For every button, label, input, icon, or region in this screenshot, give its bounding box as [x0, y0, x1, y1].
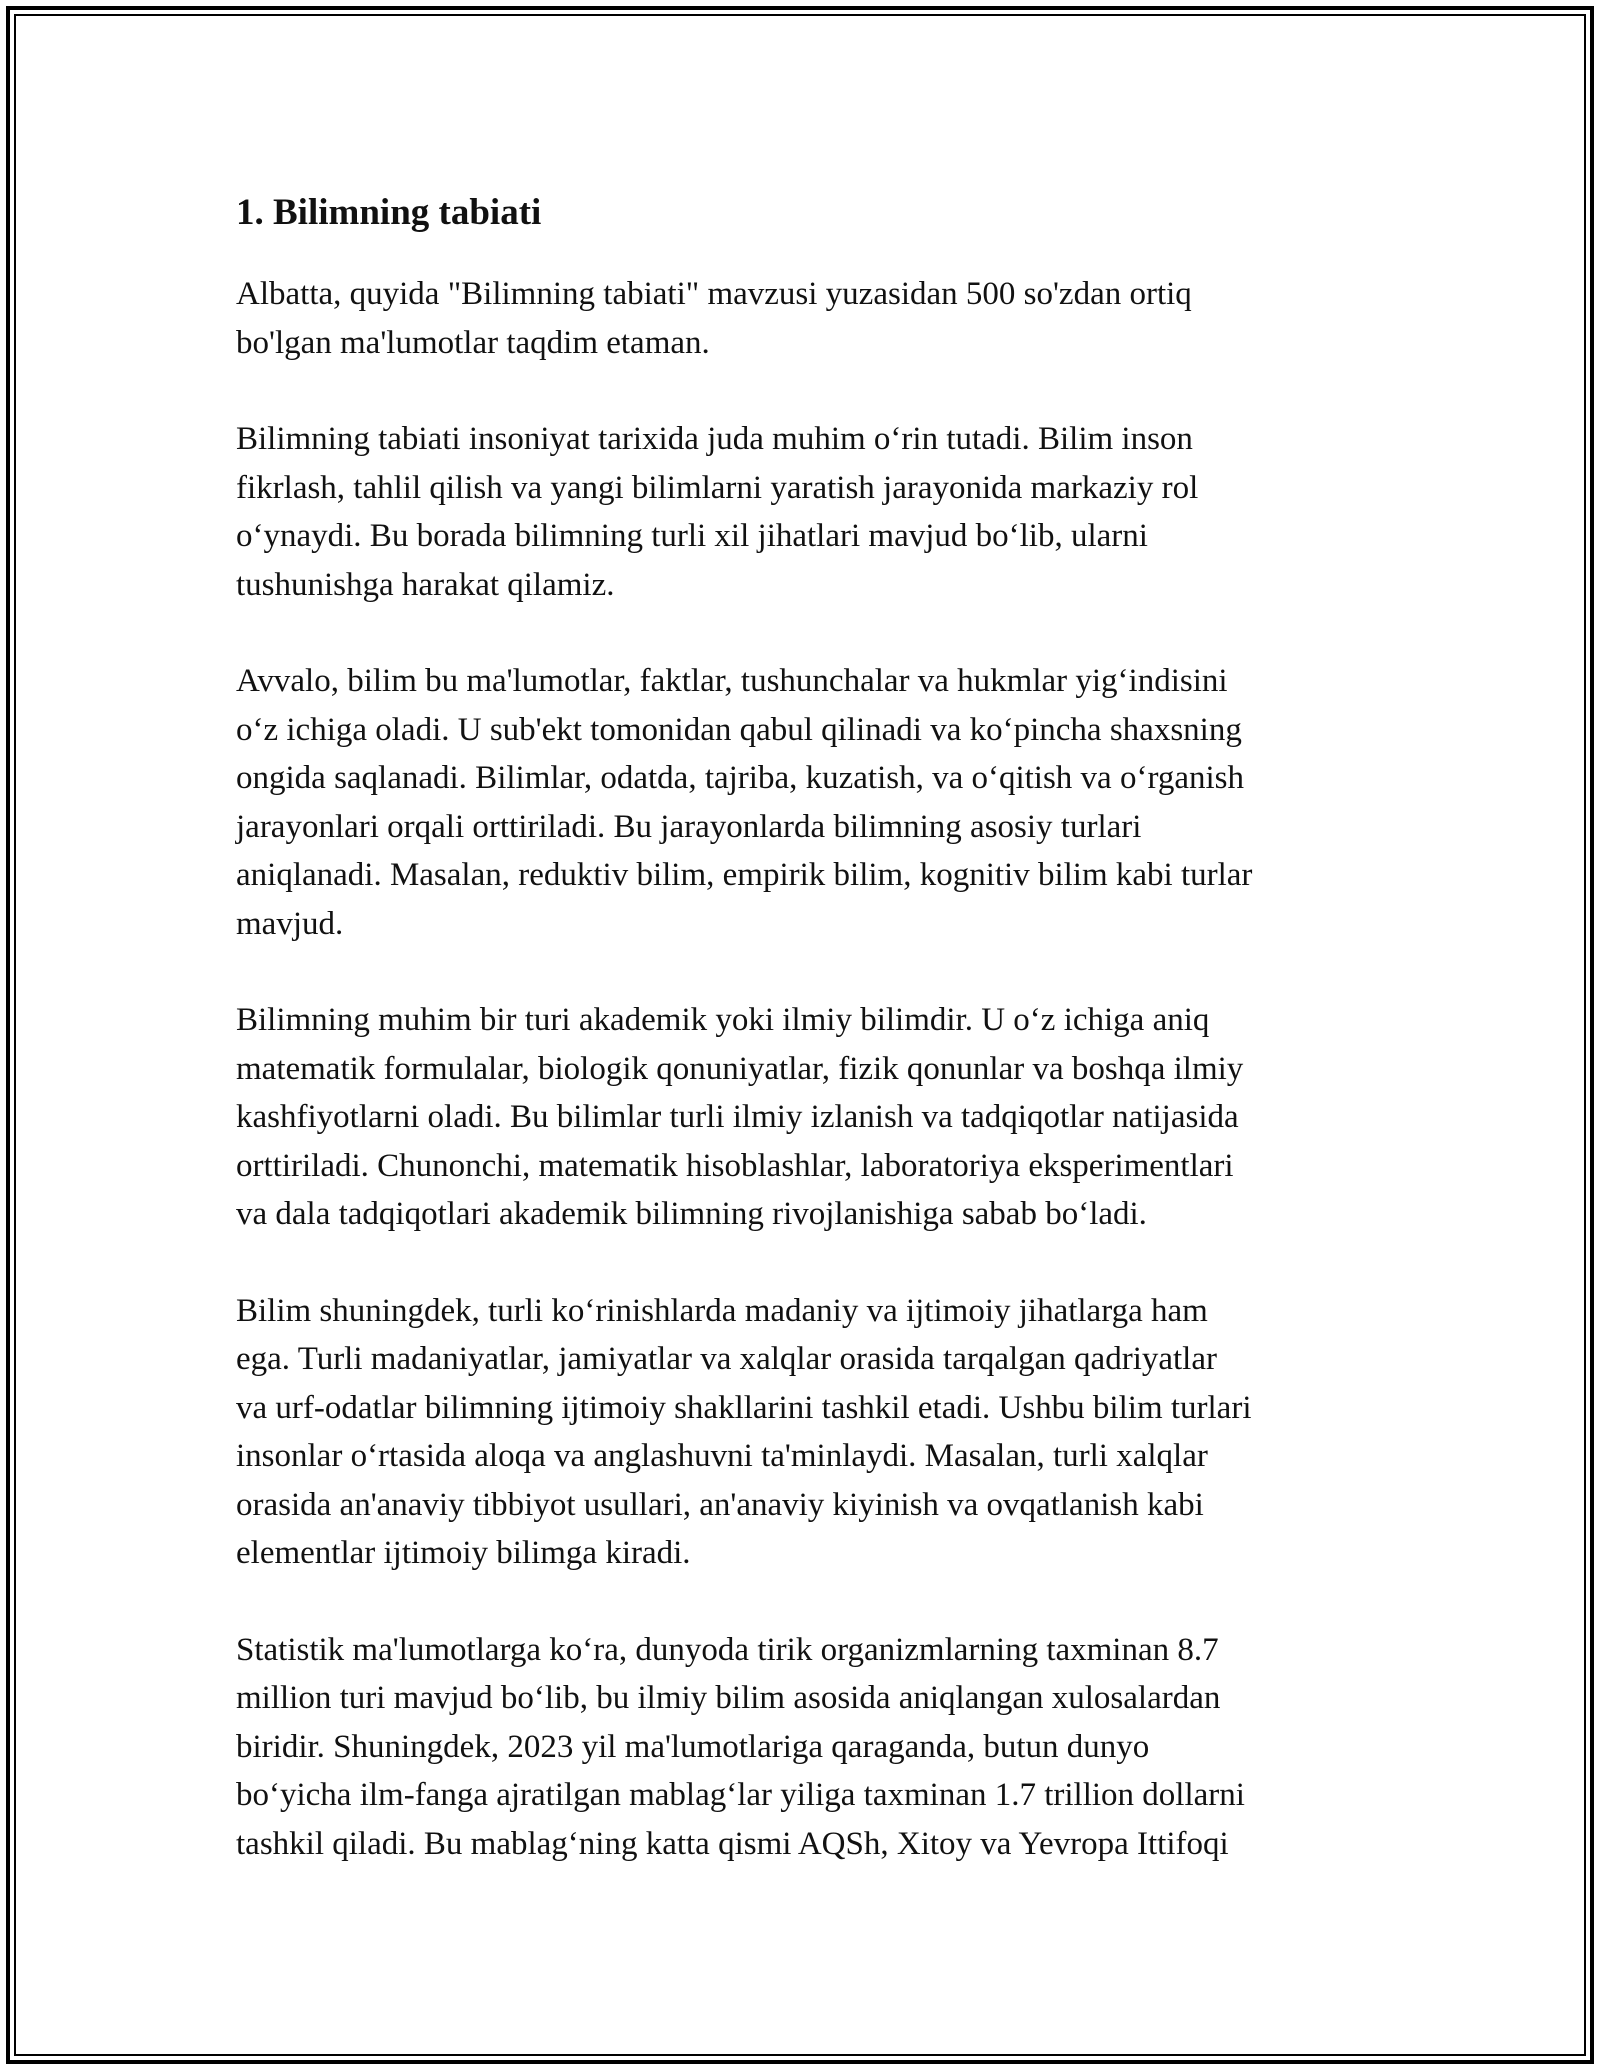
document-body: [236, 182, 1376, 1916]
paragraph-importance: Bilimning tabiati insoniyat tarixida juda muhim oʻrin tutadi. Bilim inson fikrlash, tahlil qilish va yangi bilimlarni yaratish jarayonida markaziy rol oʻynaydi. Bu borada bilimning turli xil jihatlari mavjud boʻlib, ularni tushunishga harakat qilamiz.: [236, 421, 1199, 603]
paragraph-intro: Albatta, quyida "Bilimning tabiati" mavzusi yuzasidan 500 so'zdan ortiq bo'lgan ma'lumotlar taqdim etaman.: [236, 276, 1192, 361]
paragraph-social-knowledge: Bilim shuningdek, turli koʻrinishlarda madaniy va ijtimoiy jihatlarga ham ega. Turli madaniyatlar, jamiyatlar va xalqlar orasida tarqalgan qadriyatlar va urf-odatlar bilimning ijtimoiy shakllarini tashkil etadi. Ushbu bilim turlari insonlar oʻrtasida aloqa va anglashuvni ta'minlaydi. Masalan, turli xalqlar orasida an'anaviy tibbiyot usullari, an'anaviy kiyinish va ovqatlanish kabi elementlar ijtimoiy bilimga kiradi.: [236, 1292, 1252, 1571]
section-heading: 1. Bilimning tabiati: [236, 192, 542, 233]
paragraph-definition: Avvalo, bilim bu ma'lumotlar, faktlar, tushunchalar va hukmlar yigʻindisini oʻz ichiga oladi. U sub'ekt tomonidan qabul qilinadi va koʻpincha shaxsning ongida saqlanadi. Bilimlar, odatda, tajriba, kuzatish, va oʻqitish va oʻrganish jarayonlari orqali orttiriladi. Bu jarayonlarda bilimning asosiy turlari aniqlanadi. Masalan, reduktiv bilim, empirik bilim, kognitiv bilim kabi turlar mavjud.: [236, 663, 1253, 942]
paragraph-statistics: Statistik ma'lumotlarga koʻra, dunyoda tirik organizmlarning taxminan 8.7 million turi mavjud boʻlib, bu ilmiy bilim asosida aniqlangan xulosalardan biridir. Shuningdek, 2023 yil ma'lumotlariga qaraganda, butun dunyo boʻyicha ilm-fanga ajratilgan mablagʻlar yiliga taxminan 1.7 trillion dollarni tashkil qiladi. Bu mablagʻning katta qismi AQSh, Xitoy va Yevropa Ittifoqi: [236, 1631, 1245, 1862]
paragraph-academic-knowledge: Bilimning muhim bir turi akademik yoki ilmiy bilimdir. U oʻz ichiga aniq matematik formulalar, biologik qonuniyatlar, fizik qonunlar va boshqa ilmiy kashfiyotlarni oladi. Bu bilimlar turli ilmiy izlanish va tadqiqotlar natijasida orttiriladi. Chunonchi, matematik hisoblashlar, laboratoriya eksperimentlari va dala tadqiqotlari akademik bilimning rivojlanishiga sabab boʻladi.: [236, 1002, 1244, 1232]
